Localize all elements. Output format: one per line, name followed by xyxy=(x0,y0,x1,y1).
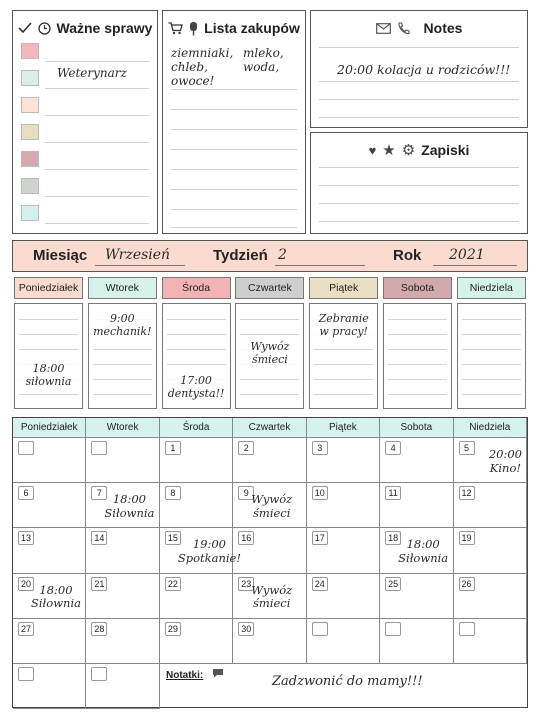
week-day-column xyxy=(14,303,83,409)
calendar-day-cell[interactable] xyxy=(86,619,159,664)
calendar-day-note: Wywóz śmieci xyxy=(251,582,293,611)
day-number: 30 xyxy=(238,622,254,636)
gear-icon: ⚙ xyxy=(401,141,416,159)
day-number: 28 xyxy=(91,622,107,636)
day-number: 29 xyxy=(165,622,181,636)
shopping-list-box xyxy=(162,10,306,234)
day-number: 24 xyxy=(312,577,328,591)
calendar-day-header: Wtorek xyxy=(86,418,159,438)
zapiski-title: Zapiski xyxy=(421,142,470,158)
checkmark-icon xyxy=(18,22,32,34)
day-number: 18 xyxy=(385,531,401,545)
calendar-day-note: 19:00 Spotkanie! xyxy=(177,537,241,566)
week-label: Tydzień xyxy=(213,247,268,264)
calendar-day-cell[interactable] xyxy=(13,483,86,528)
calendar-day-cell[interactable] xyxy=(233,528,306,573)
calendar-day-cell[interactable] xyxy=(380,483,453,528)
day-number: 25 xyxy=(385,577,401,591)
calendar-day-cell[interactable] xyxy=(160,619,233,664)
color-swatch xyxy=(21,205,39,221)
calendar-day-cell[interactable] xyxy=(233,574,306,619)
notes-box xyxy=(310,10,528,128)
calendar-day-cell[interactable] xyxy=(307,619,380,664)
calendar-day-cell[interactable] xyxy=(13,664,86,709)
ice-cream-icon xyxy=(189,21,198,36)
day-number: 7 xyxy=(91,486,107,500)
calendar-day-note: 18:00 Siłownia xyxy=(104,492,155,520)
day-number: 8 xyxy=(165,486,181,500)
week-day-header: Niedziela xyxy=(457,277,526,299)
color-swatch xyxy=(21,70,39,86)
week-day-column xyxy=(383,303,452,409)
color-swatch xyxy=(21,178,39,194)
day-number: 9 xyxy=(238,486,254,500)
important-entry: Weterynarz xyxy=(57,66,127,80)
calendar-day-cell[interactable] xyxy=(454,438,527,483)
calendar-day-cell[interactable] xyxy=(233,619,306,664)
week-day-header: Wtorek xyxy=(88,277,157,299)
day-number xyxy=(385,622,401,636)
week-day-column xyxy=(88,303,157,409)
day-number: 17 xyxy=(312,531,328,545)
day-number: 1 xyxy=(165,441,181,455)
calendar-day-cell[interactable] xyxy=(86,483,159,528)
day-number xyxy=(459,622,475,636)
calendar-day-cell[interactable] xyxy=(13,438,86,483)
week-day-column xyxy=(162,303,231,409)
week-day-column xyxy=(457,303,526,409)
color-swatch xyxy=(21,43,39,59)
calendar-day-header: Środa xyxy=(160,418,233,438)
calendar-day-note: 20:00 Kino! xyxy=(488,447,522,475)
zapiski-box xyxy=(310,132,528,234)
envelope-icon xyxy=(376,23,391,34)
day-number: 23 xyxy=(238,577,254,591)
month-value: Wrzesień xyxy=(105,247,171,263)
day-number: 14 xyxy=(91,531,107,545)
week-day-note: 9:00 mechanik! xyxy=(89,312,156,338)
week-day-header: Czwartek xyxy=(235,277,304,299)
day-number: 15 xyxy=(165,531,181,545)
calendar-notes-row xyxy=(162,664,529,709)
day-number xyxy=(18,667,34,681)
color-swatch xyxy=(21,97,39,113)
calendar-day-note: Wywóz śmieci xyxy=(251,492,293,520)
day-number: 6 xyxy=(18,486,34,500)
week-value: 2 xyxy=(278,247,287,263)
notes-title: Notes xyxy=(423,20,463,36)
cart-icon xyxy=(168,22,183,35)
day-number: 12 xyxy=(459,486,475,500)
year-label: Rok xyxy=(393,247,422,264)
calendar-day-cell[interactable] xyxy=(454,574,527,619)
week-day-header: Środa xyxy=(162,277,231,299)
calendar-day-cell[interactable] xyxy=(454,483,527,528)
day-number: 10 xyxy=(312,486,328,500)
shopping-list-header xyxy=(163,17,305,39)
day-number: 19 xyxy=(459,531,475,545)
day-number: 22 xyxy=(165,577,181,591)
monthly-calendar xyxy=(12,417,528,708)
shopping-list-title: Lista zakupów xyxy=(204,20,300,36)
calendar-day-cell[interactable] xyxy=(307,528,380,573)
day-number: 27 xyxy=(18,622,34,636)
week-day-header: Poniedziałek xyxy=(14,277,83,299)
calendar-day-note: 18:00 Siłownia xyxy=(31,582,81,611)
calendar-day-cell[interactable] xyxy=(454,619,527,664)
speech-bubble-icon xyxy=(212,668,224,678)
day-number: 13 xyxy=(18,531,34,545)
heart-icon: ♥ xyxy=(368,142,377,158)
calendar-day-cell[interactable] xyxy=(380,619,453,664)
calendar-day-cell[interactable] xyxy=(86,574,159,619)
week-day-note: 17:00 dentysta!! xyxy=(163,374,230,400)
calendar-day-cell[interactable] xyxy=(13,528,86,573)
zapiski-header xyxy=(311,139,527,161)
calendar-day-header: Czwartek xyxy=(233,418,306,438)
day-number: 16 xyxy=(238,531,254,545)
calendar-day-cell[interactable] xyxy=(13,619,86,664)
notes-text: 20:00 kolacja u rodziców!!! xyxy=(337,62,511,77)
day-number xyxy=(91,441,107,455)
calendar-day-header: Sobota xyxy=(380,418,453,438)
calendar-day-header: Niedziela xyxy=(454,418,527,438)
important-tasks-title: Ważne sprawy xyxy=(56,20,153,36)
day-number: 26 xyxy=(459,577,475,591)
shopping-items-col1: ziemniaki, chleb, owoce! xyxy=(171,46,234,88)
day-number: 20 xyxy=(18,577,34,591)
day-number: 4 xyxy=(385,441,401,455)
day-number: 11 xyxy=(385,486,401,500)
calendar-day-cell[interactable] xyxy=(233,483,306,528)
calendar-day-cell[interactable] xyxy=(380,574,453,619)
calendar-day-cell[interactable] xyxy=(13,574,86,619)
day-number xyxy=(91,667,107,681)
day-number xyxy=(18,441,34,455)
week-day-note: 18:00 siłownia xyxy=(15,362,82,388)
color-swatch xyxy=(21,124,39,140)
important-tasks-box xyxy=(12,10,158,234)
week-day-header: Sobota xyxy=(383,277,452,299)
phone-icon xyxy=(397,22,410,35)
calendar-day-cell[interactable] xyxy=(160,483,233,528)
day-number xyxy=(312,622,328,636)
star-icon: ★ xyxy=(382,141,396,159)
important-tasks-header xyxy=(13,17,157,39)
week-day-column xyxy=(235,303,304,409)
month-week-year-bar xyxy=(12,240,528,272)
calendar-day-cell[interactable] xyxy=(86,528,159,573)
notes-header xyxy=(311,17,527,39)
calendar-day-cell[interactable] xyxy=(160,574,233,619)
calendar-notes-text: Zadzwonić do mamy!!! xyxy=(272,674,423,689)
calendar-day-cell[interactable] xyxy=(86,664,159,709)
calendar-day-cell[interactable] xyxy=(454,528,527,573)
calendar-day-cell[interactable] xyxy=(307,574,380,619)
calendar-day-cell[interactable] xyxy=(380,438,453,483)
calendar-day-header: Poniedziałek xyxy=(13,418,86,438)
calendar-day-cell[interactable] xyxy=(160,438,233,483)
month-label: Miesiąc xyxy=(33,247,88,264)
day-number: 2 xyxy=(238,441,254,455)
day-number: 5 xyxy=(459,441,475,455)
calendar-day-cell[interactable] xyxy=(307,483,380,528)
day-number: 3 xyxy=(312,441,328,455)
calendar-day-cell[interactable] xyxy=(86,438,159,483)
calendar-notes-label: Notatki: xyxy=(166,670,204,681)
week-day-note: Wywóz śmieci xyxy=(236,340,303,366)
clock-icon xyxy=(38,22,51,35)
calendar-day-cell[interactable] xyxy=(160,528,241,573)
week-day-column xyxy=(309,303,378,409)
calendar-day-cell[interactable] xyxy=(233,438,306,483)
week-day-header: Piątek xyxy=(309,277,378,299)
calendar-day-cell[interactable] xyxy=(380,528,453,573)
week-day-note: Zebranie w pracy! xyxy=(310,312,377,338)
calendar-day-cell[interactable] xyxy=(307,438,380,483)
day-number: 21 xyxy=(91,577,107,591)
color-swatch xyxy=(21,151,39,167)
year-value: 2021 xyxy=(449,247,485,263)
shopping-items-col2: mleko, woda, xyxy=(243,46,284,74)
calendar-day-note: 18:00 Siłownia xyxy=(398,537,449,566)
calendar-day-header: Piątek xyxy=(307,418,380,438)
